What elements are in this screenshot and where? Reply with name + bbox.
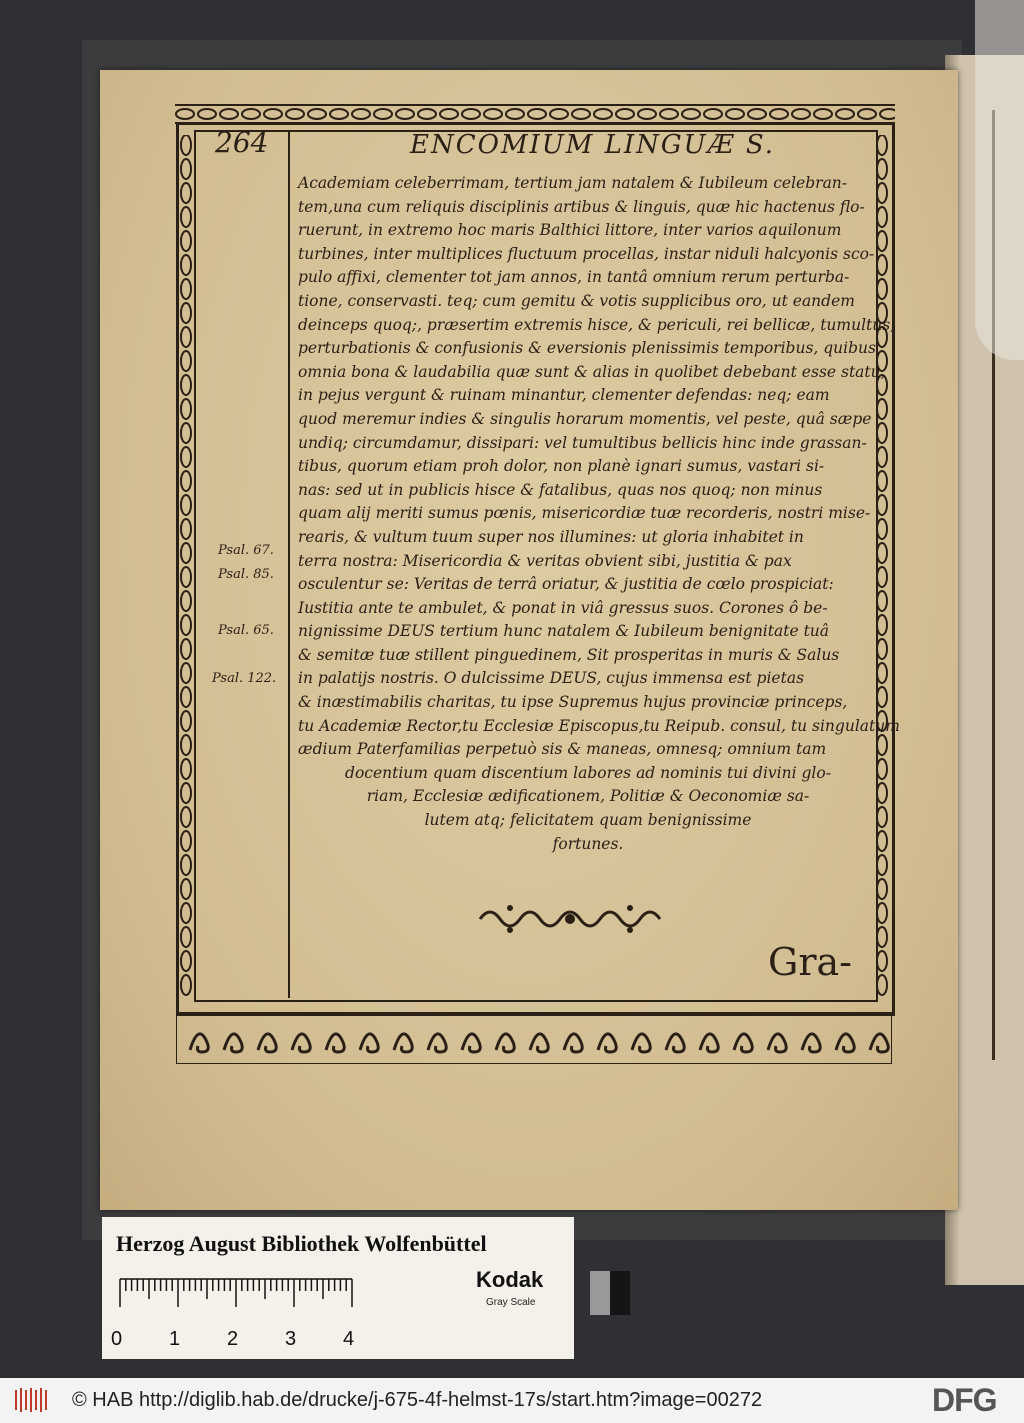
page-number: 264 [215, 126, 269, 159]
margin-column-rule [288, 130, 290, 998]
text-line: in pejus vergunt & ruinam minantur, clementer defendas: neq; eam [298, 386, 830, 405]
text-line: terra nostra: Misericordia & veritas obvient sibi, justitia & pax [298, 551, 792, 570]
body-text [298, 172, 900, 856]
marginal-ref-psalm-122: Psal. 122. [212, 671, 277, 686]
text-line: Academiam celeberrimam, tertium jam natalem & Iubileum celebran- [298, 174, 848, 192]
tailpiece-ornament [470, 900, 670, 938]
text-line: quod meremur indies & singulis horarum momentis, vel peste, quâ sæpe [298, 409, 872, 428]
text-line: deinceps quoq;, præsertim extremis hisce, & periculi, rei bellicæ, tumultus, [298, 315, 896, 334]
gray-swatch [590, 1271, 610, 1315]
marginal-ref-psalm-65: Psal. 65. [218, 623, 274, 638]
scale-0: 0 [111, 1328, 123, 1350]
ornamental-bottom-border [176, 1012, 892, 1064]
ruler-scale [116, 1277, 461, 1325]
scale-4: 4 [343, 1328, 355, 1350]
text-line: ædium Paterfamilias perpetuò sis & maneas, omnesq; omnium tam [298, 740, 827, 759]
dfg-logo: DFG [932, 1382, 997, 1418]
text-line: Iustitia ante te ambulet, & ponat in viâ gressus suos. Corones ô be- [298, 598, 828, 617]
source-url-link[interactable]: © HAB http://diglib.hab.de/drucke/j-675-4f-helmst-17s/start.htm?image=00272 [72, 1389, 763, 1411]
marginal-ref-psalm-85: Psal. 85. [218, 567, 274, 582]
text-line: in palatijs nostris. O dulcissime DEUS, cujus immensa est pietas [298, 669, 805, 688]
text-line: ruerunt, in extremo hoc maris Balthici littore, inter varios aquilonum [298, 221, 842, 240]
text-line: lutem atq; felicitatem quam benignissime [424, 811, 752, 830]
text-line: & inæstimabilis charitas, tu ipse Supremus hujus provinciæ princeps, [298, 693, 848, 712]
text-line: quam alij meriti sumus pœnis, misericordiæ tuæ recorderis, nostri mise- [298, 504, 871, 523]
text-line: rearis, & vultum tuum super nos illumines: ut gloria inhabitet in [298, 527, 804, 546]
running-header: ENCOMIUM LINGUÆ S. [410, 130, 776, 160]
text-line: tu Academiæ Rector,tu Ecclesiæ Episcopus,tu Reipub. consul, tu singulatum [298, 716, 900, 735]
kodak-logo: Kodak [476, 1267, 544, 1292]
text-line: turbines, inter multiplices fluctuum procellas, instar niduli halcyonis sco- [298, 244, 875, 263]
text-line: omnia bona & laudabilia quæ sunt & alias in quolibet debebant esse statu, [298, 362, 886, 381]
left-ornament-column [178, 135, 194, 1005]
catchword: Gra- [768, 940, 853, 984]
scale-2: 2 [227, 1328, 239, 1350]
text-line: fortunes. [552, 834, 624, 853]
scale-1: 1 [169, 1328, 181, 1350]
gray-scale-caption: Gray Scale [486, 1297, 536, 1308]
library-name: Herzog August Bibliothek Wolfenbüttel [116, 1231, 487, 1256]
library-color-target-label [102, 1217, 574, 1359]
text-line: nas: sed ut in publicis hisce & fatalibus, quas nos quoq; non minus [298, 480, 823, 499]
text-line: docentium quam discentium labores ad nominis tui divini glo- [345, 763, 831, 782]
glass-reflection [975, 0, 1024, 360]
text-line: pulo affixi, clementer tot jam annos, in tantâ omnium rerum perturba- [298, 268, 850, 287]
footer-bar [0, 1378, 1024, 1423]
black-swatch [610, 1271, 630, 1315]
text-line: tione, conservasti. teq; cum gemitu & votis supplicibus oro, ut eandem [298, 291, 855, 310]
text-line: perturbationis & confusionis & eversionis plenissimis temporibus, quibus [298, 339, 876, 358]
text-line: riam, Ecclesiæ ædificationem, Politiæ & Oeconomiæ sa- [366, 787, 810, 806]
text-line: osculentur se: Veritas de terrâ oriatur, & justitia de cœlo prospiciat: [298, 575, 834, 594]
text-line: undiq; circumdamur, dissipari: vel tumultibus bellicis hinc inde grassan- [298, 433, 867, 452]
scale-3: 3 [285, 1328, 297, 1350]
text-line: nignissime DEUS tertium hunc natalem & Iubileum benignitate tuâ [298, 622, 830, 641]
marginal-ref-psalm-67: Psal. 67. [218, 543, 274, 558]
text-line: & semitæ tuæ stillent pinguedinem, Sit prosperitas in muris & Salus [298, 645, 840, 664]
text-line: tem,una cum reliquis disciplinis artibus & linguis, quæ hic hactenus flo- [298, 197, 865, 216]
text-line: tibus, quorum etiam proh dolor, non planè ignari sumus, vastari si- [298, 457, 825, 476]
hab-logo-icon [12, 1386, 52, 1414]
